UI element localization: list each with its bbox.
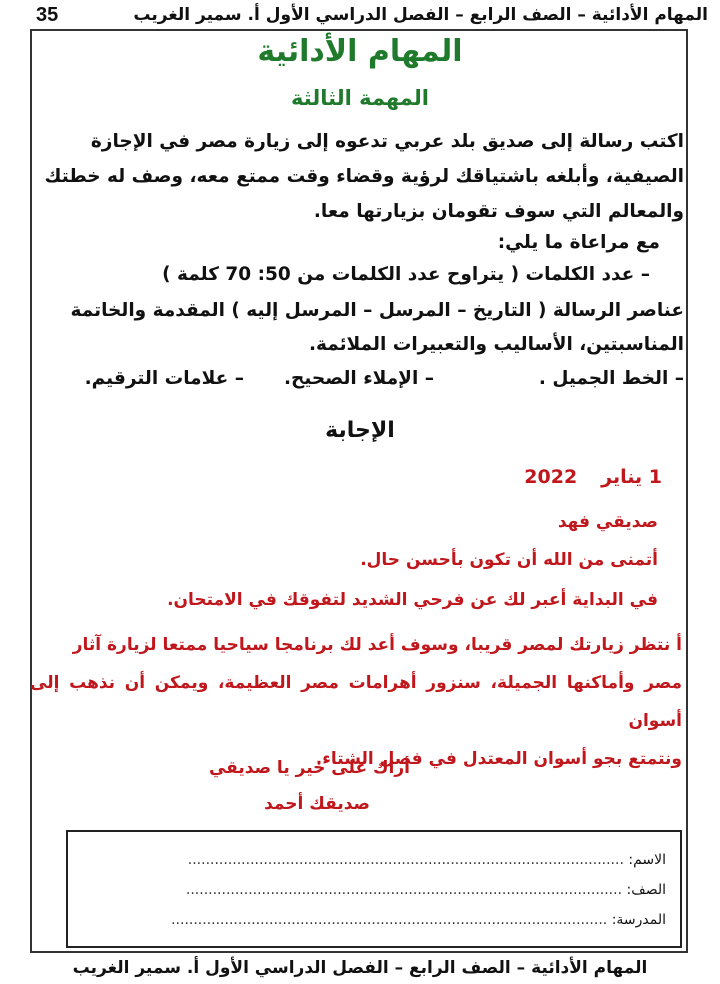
page-header <box>0 0 720 30</box>
letter-line: في البداية أعبر لك عن فرحي الشديد لتفوقك في الامتحان. <box>167 590 658 610</box>
criteria-item-spelling: – الإملاء الصحيح. <box>284 368 434 389</box>
letter-body-line: ونتمتع بجو أسوان المعتدل في فصل الشتاء. <box>315 749 682 769</box>
answer-heading: الإجابة <box>325 418 395 443</box>
student-school-label: المدرسة: <box>611 912 666 928</box>
criteria-item-handwriting: – الخط الجميل . <box>538 368 684 389</box>
criteria-item-punctuation: – علامات الترقيم. <box>84 368 244 389</box>
dotted-line: .................................................................................................. <box>171 912 608 928</box>
task-subtitle: المهمة الثالثة <box>291 86 429 110</box>
page-title: المهام الأدائية <box>257 34 463 69</box>
letter-date-day-month: 1 يناير <box>601 466 662 488</box>
letter-closing: أراك على خير يا صديقي <box>208 758 410 778</box>
letter-date-year: 2022 <box>524 466 578 488</box>
task-line: والمعالم التي سوف تقومان بزيارتها معا. <box>313 201 684 222</box>
criteria-heading: مع مراعاة ما يلي: <box>497 232 660 253</box>
letter-date <box>524 466 662 488</box>
dotted-line: .................................................................................................. <box>187 852 624 868</box>
letter-line: أتمنى من الله أن تكون بأحسن حال. <box>360 550 658 570</box>
criteria-items <box>60 368 684 398</box>
student-name-field[interactable] <box>188 852 666 868</box>
student-school-field[interactable] <box>171 912 666 928</box>
page-footer: المهام الأدائية – الصف الرابع – الفصل الدراسي الأول أ. سمير الغريب <box>72 958 648 978</box>
task-line: اكتب رسالة إلى صديق بلد عربي تدعوه إلى زيارة مصر في الإجازة <box>90 131 684 152</box>
student-class-label: الصف: <box>626 882 666 898</box>
dotted-line: .................................................................................................. <box>185 882 623 898</box>
page-number: 35 <box>36 4 59 26</box>
criteria-elements-line2: المناسبتين، الأساليب والتعبيرات الملائمة. <box>308 334 684 355</box>
criteria-word-count: – عدد الكلمات ( يتراوح عدد الكلمات من 50: 70 كلمة ) <box>162 264 650 285</box>
task-line: الصيفية، وأبلغه باشتياقك لرؤية وقضاء وقت ممتع معه، وصف له خطتك <box>44 166 684 187</box>
letter-greeting: صديقي فهد <box>557 512 658 532</box>
criteria-elements-line1: عناصر الرسالة ( التاريخ – المرسل – المرسل إليه ) المقدمة والخاتمة <box>70 300 684 321</box>
letter-signature: صديقك أحمد <box>264 794 370 814</box>
header-text: المهام الأدائية – الصف الرابع – الفصل الدراسي الأول أ. سمير الغريب <box>133 5 708 25</box>
student-info-box <box>66 830 682 948</box>
student-name-label: الاسم: <box>628 852 666 868</box>
letter-body-line: مصر وأماكنها الجميلة، سنزور أهرامات مصر العظيمة، ويمكن أن نذهب إلى أسوان <box>30 673 682 731</box>
letter-body-line: أ نتظر زيارتك لمصر قريبا، وسوف أعد لك برنامجا سياحيا ممتعا لزيارة آثار <box>72 635 682 655</box>
letter-body-paragraph <box>30 626 682 778</box>
task-instructions <box>34 124 684 229</box>
student-class-field[interactable] <box>186 882 666 898</box>
